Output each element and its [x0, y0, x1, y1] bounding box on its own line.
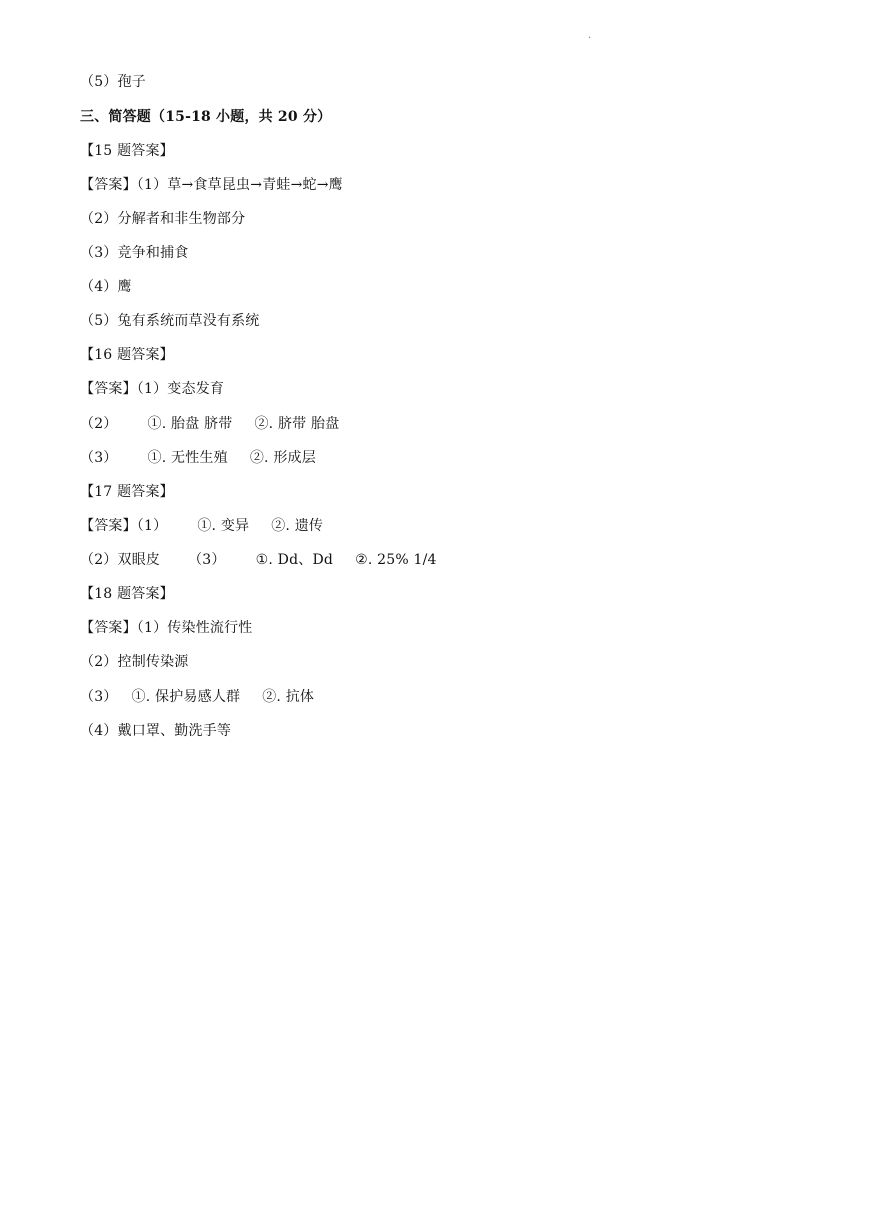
q16-answer-2-label: （2）: [80, 416, 118, 432]
q18-answer-1: 【答案】（1）传染性流行性: [80, 620, 253, 636]
q17-answer-3-label: （3）: [188, 552, 226, 568]
q18-answer-3-part2: ②. 抗体: [262, 689, 315, 705]
q16-answer-3: [80, 448, 316, 468]
q16-answer-3-part1: ①. 无性生殖: [147, 450, 228, 466]
q15-answer-2: （2）分解者和非生物部分: [80, 211, 246, 227]
q17-answer-1-part2: ②. 遗传: [271, 518, 324, 534]
q17-answer-1-part1: ①. 变异: [197, 518, 250, 534]
q16-answer-3-label: （3）: [80, 450, 118, 466]
q17-answer-3-part2: ②. 25% 1/4: [355, 552, 437, 568]
q16-answer-2: [80, 414, 339, 434]
q18-answer-4: （4）戴口罩、勤洗手等: [80, 723, 232, 739]
q17-answer-2-part1: （2）双眼皮: [80, 552, 161, 568]
q17-answer-1-label: 【答案】（1）: [80, 518, 168, 534]
q15-answer-1: 【答案】（1）草→食草昆虫→青蛙→蛇→鹰: [80, 177, 343, 193]
q17-answer-3-part1: ①. Dd、Dd: [255, 552, 334, 568]
q18-answer-2: （2）控制传染源: [80, 654, 189, 670]
q17-answer-2: [80, 550, 437, 570]
q17-answer-1: [80, 516, 323, 536]
question-17-header: 【17 题答案】: [80, 484, 174, 500]
q16-answer-2-part2: ②. 脐带 胎盘: [254, 416, 340, 432]
question-15-header: 【15 题答案】: [80, 143, 174, 159]
question-18-header: 【18 题答案】: [80, 586, 174, 602]
section-heading: 三、简答题（15-18 小题，共 20 分）: [80, 109, 332, 125]
q15-answer-3: （3）竞争和捕食: [80, 245, 189, 261]
q16-answer-3-part2: ②. 形成层: [249, 450, 316, 466]
q18-answer-3-label: （3）: [80, 689, 118, 705]
q15-answer-4: （4）鹰: [80, 279, 132, 295]
q16-answer-1: 【答案】（1）变态发育: [80, 381, 225, 397]
q18-answer-3-part1: ①. 保护易感人群: [131, 689, 241, 705]
q16-answer-2-part1: ①. 胎盘 脐带: [147, 416, 233, 432]
q18-answer-3: [80, 687, 314, 707]
question-16-header: 【16 题答案】: [80, 347, 174, 363]
header-mark: .: [588, 30, 592, 41]
q15-answer-5: （5）兔有系统而草没有系统: [80, 313, 260, 329]
answer-line-5-spore: （5）孢子: [80, 74, 146, 90]
